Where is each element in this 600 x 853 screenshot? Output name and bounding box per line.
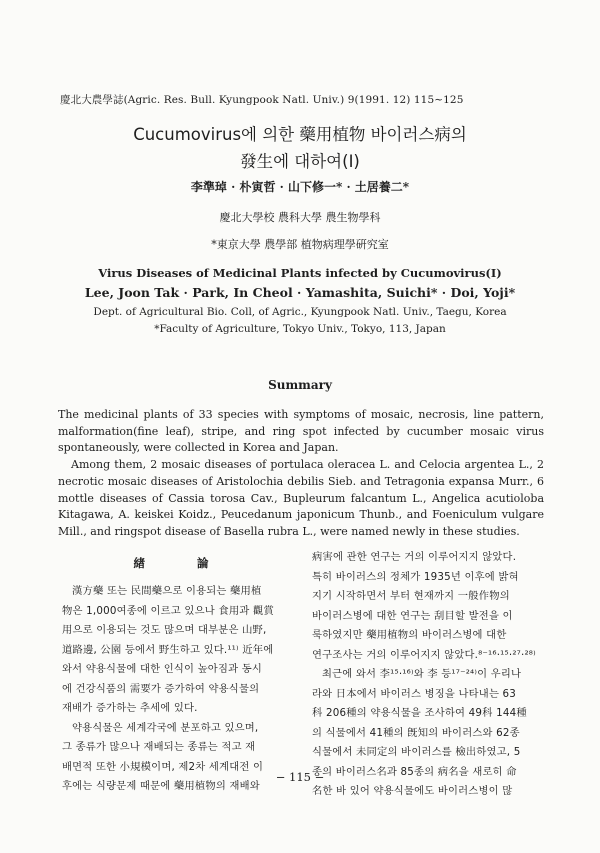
text-line: 최근에 와서 李¹⁵·¹⁶⁾와 李 등¹⁷⁻²⁴⁾이 우리나 [322, 668, 522, 680]
text-line: 배면적 또한 小規模이며, 제2차 세계대전 이 [62, 760, 264, 773]
text-line: 재배가 증가하는 추세에 있다. [62, 702, 198, 714]
text-line: 用으로 이용되는 것도 많으며 대부분은 山野, [62, 624, 267, 636]
summary-heading: Summary [268, 378, 332, 392]
text-line: 科 206種의 약용식물을 조사하여 49科 144種 [312, 707, 527, 719]
text-line: 특히 바이러스의 정체가 1935년 이후에 밝혀 [312, 570, 519, 583]
page-number: − 115 − [275, 770, 325, 784]
text-line: 룩하였지만 藥用植物의 바이러스병에 대한 [312, 629, 507, 641]
introduction-heading: 緖 論 [133, 556, 233, 570]
english-title: Virus Diseases of Medicinal Plants infected by Cucumovirus(I) [98, 266, 502, 280]
text-line: 物은 1,000여종에 이르고 있으나 食用과 觀賞 [62, 604, 274, 617]
text-line: 의 식물에서 41種의 旣知의 바이러스와 62종 [312, 726, 520, 739]
english-authors: Lee, Joon Tak · Park, In Cheol · Yamashita, Suichi* · Doi, Yoji* [84, 285, 516, 300]
text-line: 와서 약용식물에 대한 인식이 높아짐과 동시 [62, 663, 263, 675]
affiliation-korean-1: 慶北大學校 農科大學 農生物學科 [219, 211, 381, 224]
text-line: 漢方藥 또는 民間藥으로 이용되는 藥用植 [72, 585, 262, 597]
text-line: 라와 日本에서 바이러스 병징을 나타내는 63 [312, 687, 517, 700]
text-line: 종의 바이러스名과 85종의 病名을 새로히 命 [312, 765, 517, 778]
text-line: 후에는 식량문제 때문에 藥用植物의 재배와 [62, 780, 260, 792]
journal-citation: 慶北大農學誌(Agric. Res. Bull. Kyungpook Natl. Univ.) 9(1991. 12) 115∼125 [60, 94, 464, 106]
text-line: 바이러스병에 대한 연구는 刮目할 발전을 이 [312, 609, 513, 622]
title-line-2: 發生에 대하여(I) [240, 152, 360, 171]
left-column [62, 582, 294, 797]
text-line: 名한 바 있어 약용식물에도 바이러스병이 많 [312, 785, 513, 797]
text-line: 지기 시작하면서 부터 현재까지 一般作物의 [312, 590, 510, 602]
text-line: 에 건강식품의 需要가 증가하여 약용식물의 [62, 682, 260, 695]
text-line: 道路邊, 公園 등에서 野生하고 있다.¹¹⁾ 近年에 [62, 643, 274, 656]
text-line: 그 종류가 많으나 재배되는 종류는 적고 재 [62, 741, 256, 753]
title-line-1: Cucumovirus에 의한 藥用植物 바이러스病의 [133, 125, 467, 144]
text-line: 약용식물은 세계각국에 분포하고 있으며, [72, 721, 259, 734]
text-line: 病害에 관한 연구는 거의 이루어지지 않았다. [312, 551, 517, 563]
english-faculty: *Faculty of Agriculture, Tokyo Univ., Tokyo, 113, Japan [154, 323, 446, 335]
right-column [312, 548, 544, 802]
summary-paragraph-2: Among them, 2 mosaic diseases of portulaca oleracea L. and Celocia argentea L., 2 necrotic mosaic diseases of Aristolochia debilis Sieb. and Tetragonia expansa Murr., 6 mottle diseases of Cassia torosa Cav., Bupleurum falcantum L., Angelica acutioloba Kitagawa, A. keiskei Koidz., Peucedanum japonicum Thunb., and Foeniculum vulgare Mill., and ringspot disease of Basella rubra L., were named newly in these studies. [58, 458, 544, 538]
text-line: 식물에서 未同定의 바이러스를 檢出하였고, 5 [312, 746, 521, 758]
english-department: Dept. of Agricultural Bio. Coll, of Agric., Kyungpook Natl. Univ., Taegu, Korea [93, 306, 507, 318]
affiliation-korean-2: *東京大學 農學部 植物病理學硏究室 [211, 238, 389, 251]
text-line: 연구조사는 거의 이루어지지 않았다.⁸⁻¹⁶·¹⁵·²⁷·²⁸⁾ [312, 648, 536, 661]
summary-body [58, 407, 544, 541]
authors-korean: 李準琸 · 朴寅哲 · 山下修一* · 土居養二* [190, 180, 410, 194]
summary-paragraph-1: The medicinal plants of 33 species with symptoms of mosaic, necrosis, line pattern, malformation(fine leaf), stripe, and ring spot infected by cucumber mosaic virus spontaneously, were collected in Korea and Japan. [58, 408, 544, 455]
